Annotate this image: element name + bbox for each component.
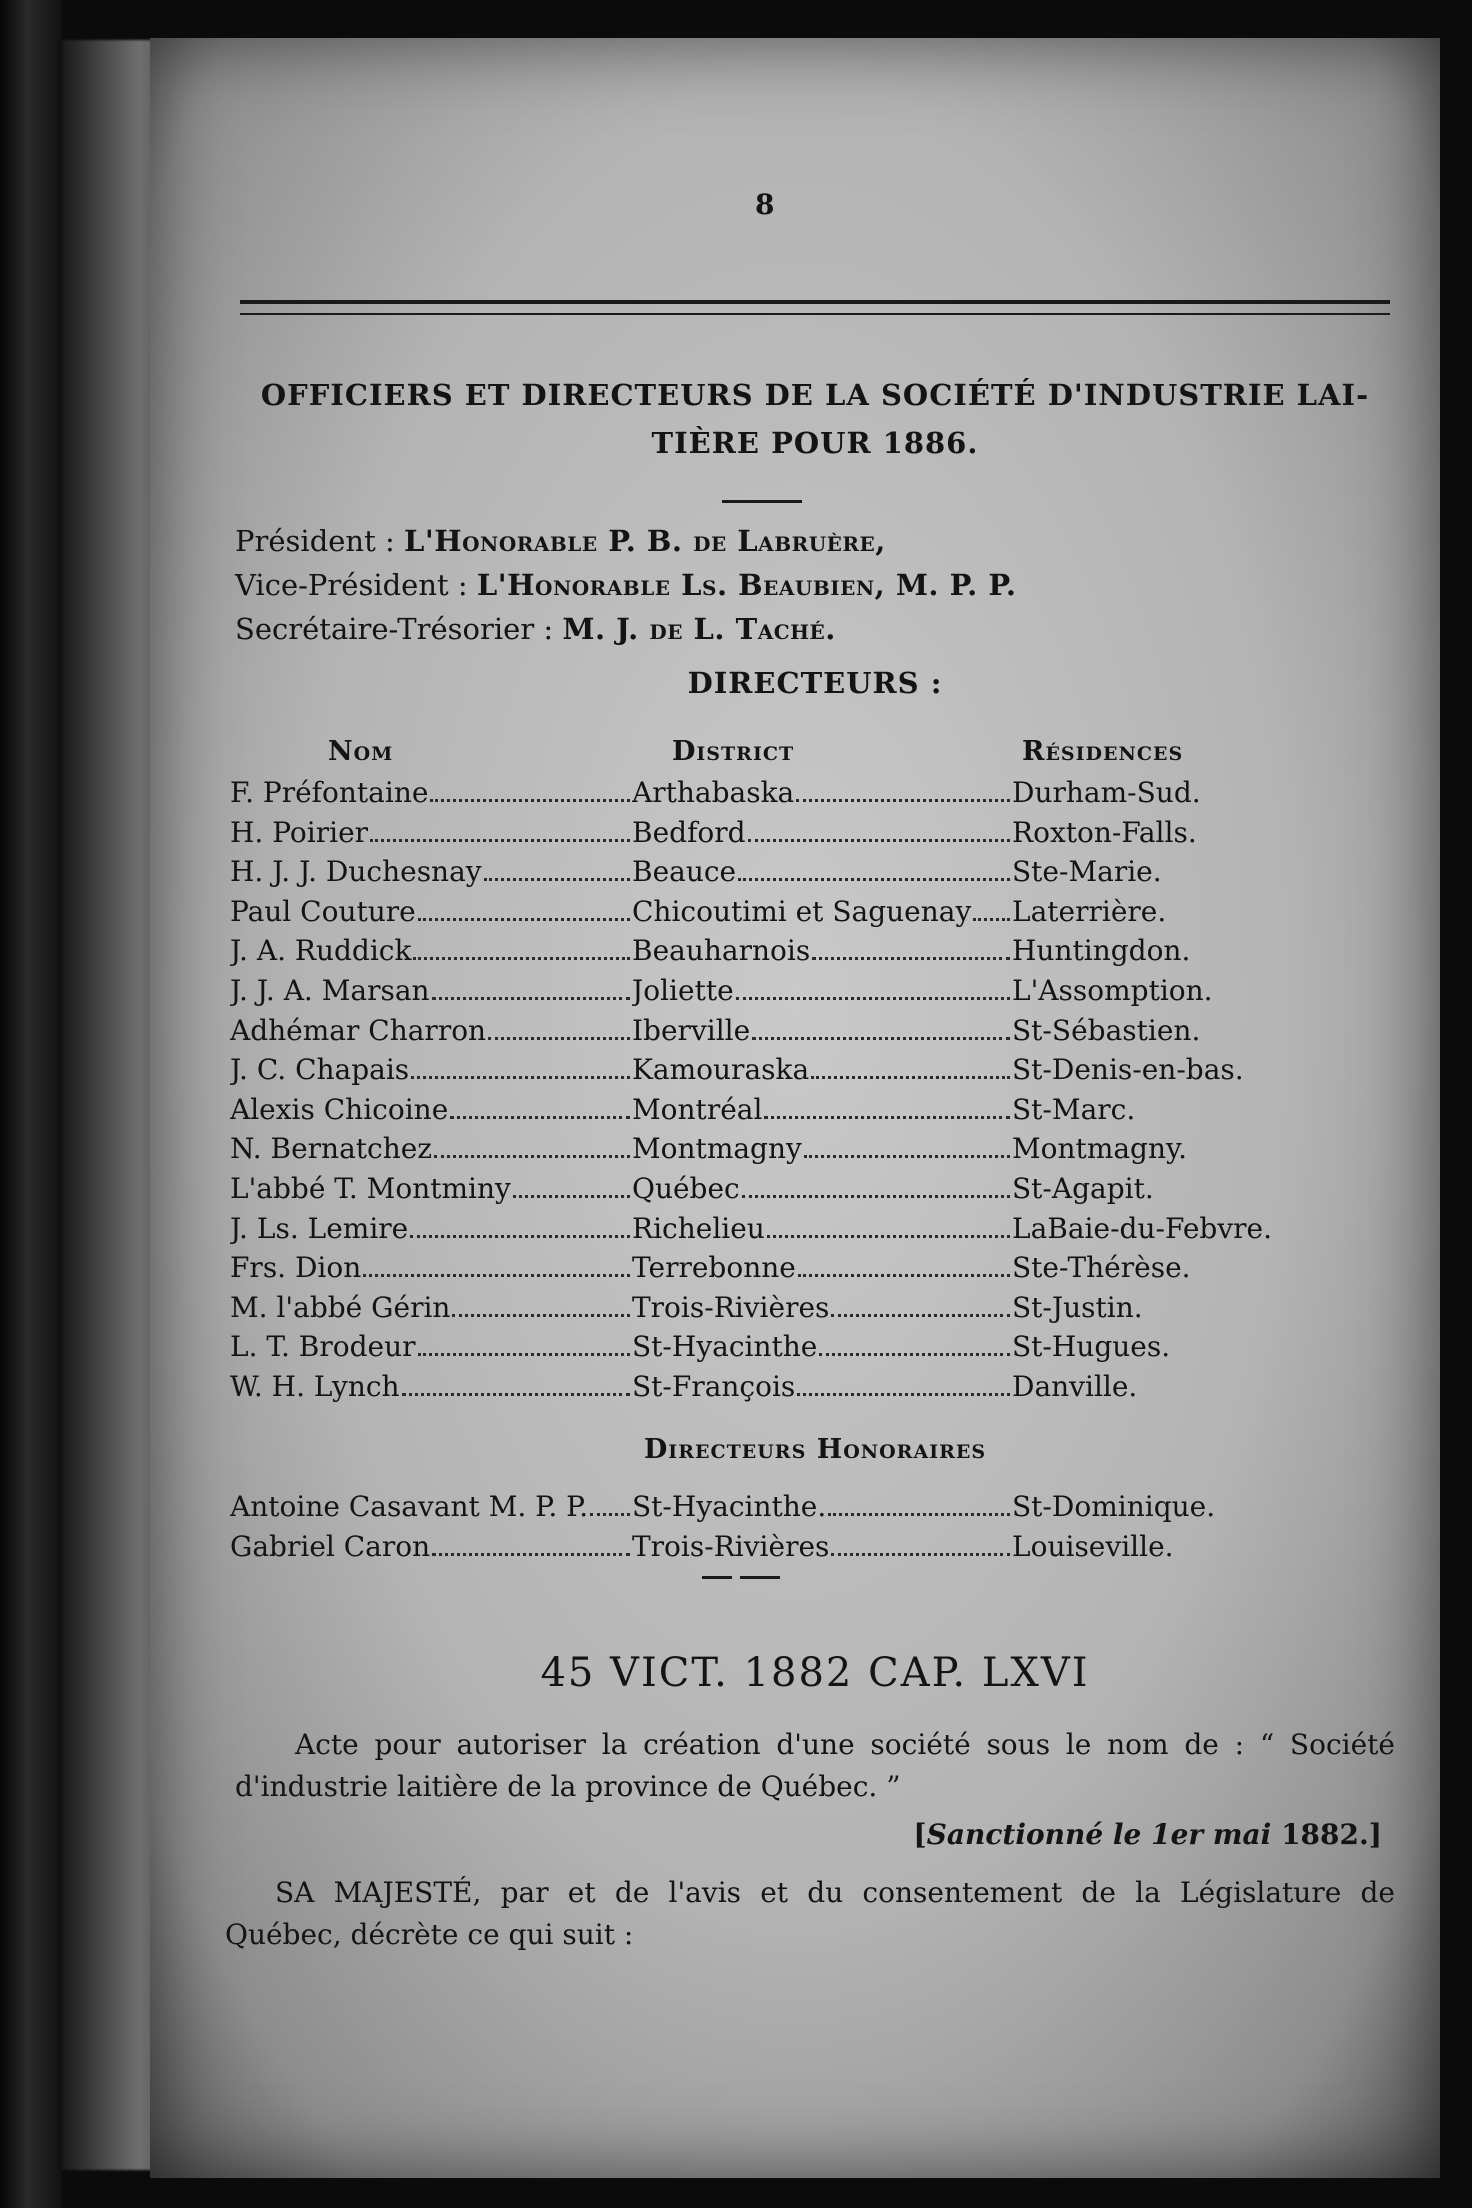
dot-leader [798,1274,1010,1277]
dot-leader [513,1195,630,1198]
dot-leader [418,1353,631,1356]
director-district: Chicoutimi et Saguenay [632,894,972,928]
officer-vice-president [235,568,1016,602]
officer-name: L'Honorable P. B. de Labruère, [403,524,886,558]
dot-leader [370,839,630,842]
director-name: Gabriel Caron [230,1530,431,1563]
director-district: Trois-Rivières [632,1290,830,1324]
document-page [150,38,1440,2178]
dot-leader [430,799,630,802]
director-name: L. T. Brodeur [230,1330,416,1364]
director-residence: Laterrière. [1012,894,1167,928]
director-residence: Montmagny. [1012,1132,1188,1166]
director-district: Richelieu [632,1211,765,1245]
director-residence: St-Agapit. [1012,1172,1154,1205]
table-row [230,895,1380,935]
director-name: J. A. Ruddick [230,934,412,968]
director-name: Frs. Dion [230,1251,362,1285]
director-name: N. Bernatchez [230,1132,433,1166]
director-name: Antoine Casavant M. P. P. [230,1490,589,1523]
dot-leader [413,957,630,960]
director-district: Kamouraska [632,1053,810,1087]
director-name: Alexis Chicoine [230,1092,449,1126]
table-row [230,1530,1380,1570]
director-name: J. J. A. Marsan [230,974,430,1007]
table-row [230,776,1380,816]
director-name: Paul Couture [230,894,416,928]
sanction-year: 1882.] [1281,1818,1382,1851]
director-residence: St-Dominique. [1012,1490,1216,1523]
honorary-directors-heading: Directeurs Honoraires [643,1434,987,1465]
director-residence: St-Sébastien. [1012,1013,1201,1047]
dot-leader [450,1116,630,1119]
officer-name: M. J. de L. Taché. [562,612,836,646]
director-district: St-Hyacinthe. [632,1490,827,1523]
director-residence: Danville. [1012,1370,1138,1403]
section-separator-left [702,1576,732,1579]
table-row [230,855,1380,895]
director-name: W. H. Lynch [230,1370,400,1403]
sanction-date: 1er mai [1151,1818,1272,1851]
director-residence: St-Hugues. [1012,1330,1171,1364]
dot-leader [590,1513,630,1516]
director-residence: St-Justin. [1012,1290,1143,1324]
title-line-2: TIÈRE POUR 1886. [651,426,979,460]
dot-leader [767,1235,1010,1238]
director-name: J. Ls. Lemire [230,1211,409,1245]
director-residence: Roxton-Falls. [1012,815,1197,849]
director-district: Québec [632,1172,740,1205]
dot-leader [831,1553,1010,1556]
director-residence: Ste-Thérèse. [1012,1251,1191,1285]
dot-leader [812,957,1010,960]
director-name: M. l'abbé Gérin [230,1290,451,1324]
dot-leader [748,839,1010,842]
column-header-residence: Résidences [1022,736,1184,767]
director-residence: Huntingdon. [1012,934,1191,968]
officer-president [235,524,886,558]
dot-leader [411,1076,630,1079]
director-name: H. Poirier [230,815,369,849]
sanction-le: le [1112,1818,1142,1851]
table-row [230,1251,1380,1291]
dot-leader [432,997,630,1000]
director-residence: L'Assomption. [1012,974,1213,1007]
section-separator-right [740,1576,780,1579]
column-header-name: Nom [328,736,394,767]
director-residence: Ste-Marie. [1012,855,1162,889]
director-district: Arthabaska [632,776,795,809]
director-district: Trois-Rivières [632,1530,830,1563]
table-row [230,1212,1380,1252]
dot-leader [410,1235,630,1238]
director-residence: Durham-Sud. [1012,776,1201,809]
table-row [230,1014,1380,1054]
sanction-note [913,1818,1382,1851]
dot-leader [434,1155,630,1158]
book-spine [0,0,62,2208]
table-row [230,1172,1380,1212]
officer-role: Vice-Président : [235,568,468,602]
table-row [230,1490,1380,1530]
director-district: Terrebonne [632,1251,796,1285]
sanction-word: Sanctionné [926,1818,1104,1851]
director-district: Montmagny [632,1132,802,1166]
dot-leader [796,799,1010,802]
directors-heading: DIRECTEURS : [687,666,943,700]
table-row [230,1330,1380,1370]
director-residence: St-Denis-en-bas. [1012,1053,1244,1087]
dot-leader [973,918,1010,921]
director-district: St-François [632,1370,796,1403]
dot-leader [752,1037,1010,1040]
officer-secretary-treasurer [235,612,836,646]
director-name: H. J. J. Duchesnay [230,855,482,889]
director-residence: St-Marc. [1012,1092,1136,1126]
table-row [230,1053,1380,1093]
director-residence: Louiseville. [1012,1530,1174,1563]
sanction-bracket: [ [913,1818,927,1851]
table-row [230,1291,1380,1331]
dot-leader [742,1195,1010,1198]
director-name: J. C. Chapais [230,1053,410,1087]
director-district: Beauce [632,855,737,889]
dot-leader [452,1314,630,1317]
dot-leader [764,1116,1010,1119]
dot-leader [831,1314,1010,1317]
dot-leader [402,1393,630,1396]
director-district: Iberville [632,1013,751,1047]
director-district: Beauharnois [632,934,811,968]
title-line-1: OFFICIERS ET DIRECTEURS DE LA SOCIÉTÉ D'INDUSTRIE LAI- [260,378,1370,412]
table-row [230,1093,1380,1133]
officer-role: Secrétaire-Trésorier : [235,612,554,646]
dot-leader [797,1393,1010,1396]
dot-leader [738,878,1010,881]
director-district: Joliette [632,974,734,1007]
officer-role: Président : [235,524,395,558]
table-row [230,934,1380,974]
dot-leader [363,1274,630,1277]
dot-leader [736,997,1010,1000]
header-rule [240,300,1390,315]
director-district: Bedford [632,815,746,849]
director-residence: LaBaie-du-Febvre. [1012,1211,1273,1245]
table-row [230,974,1380,1014]
dot-leader [418,918,630,921]
dot-leader [828,1513,1010,1516]
dot-leader [488,1037,630,1040]
table-row [230,816,1380,856]
dot-leader [811,1076,1010,1079]
officer-name: L'Honorable Ls. Beaubien, M. P. P. [476,568,1017,602]
table-row [230,1370,1380,1410]
dot-leader [819,1353,1010,1356]
title-separator [722,500,802,503]
act-title: 45 VICT. 1882 CAP. LXVI [540,1650,1090,1696]
enacting-clause: SA MAJESTÉ, par et de l'avis et du consentement de la Législature de Québec, décrète ce qui suit : [225,1876,1395,1951]
dot-leader [804,1155,1010,1158]
director-district: St-Hyacinthe [632,1330,818,1364]
dot-leader [484,878,630,881]
dot-leader [432,1553,630,1556]
director-district: Montréal [632,1092,763,1126]
director-name: F. Préfontaine [230,776,429,809]
act-description: Acte pour autoriser la création d'une société sous le nom de : “ Société d'industrie laitière de la province de Québec. ” [235,1728,1395,1803]
column-header-district: District [672,736,795,767]
page-number: 8 [755,188,775,221]
director-name: L'abbé T. Montminy [230,1172,511,1205]
table-row [230,1132,1380,1172]
director-name: Adhémar Charron [230,1013,487,1047]
